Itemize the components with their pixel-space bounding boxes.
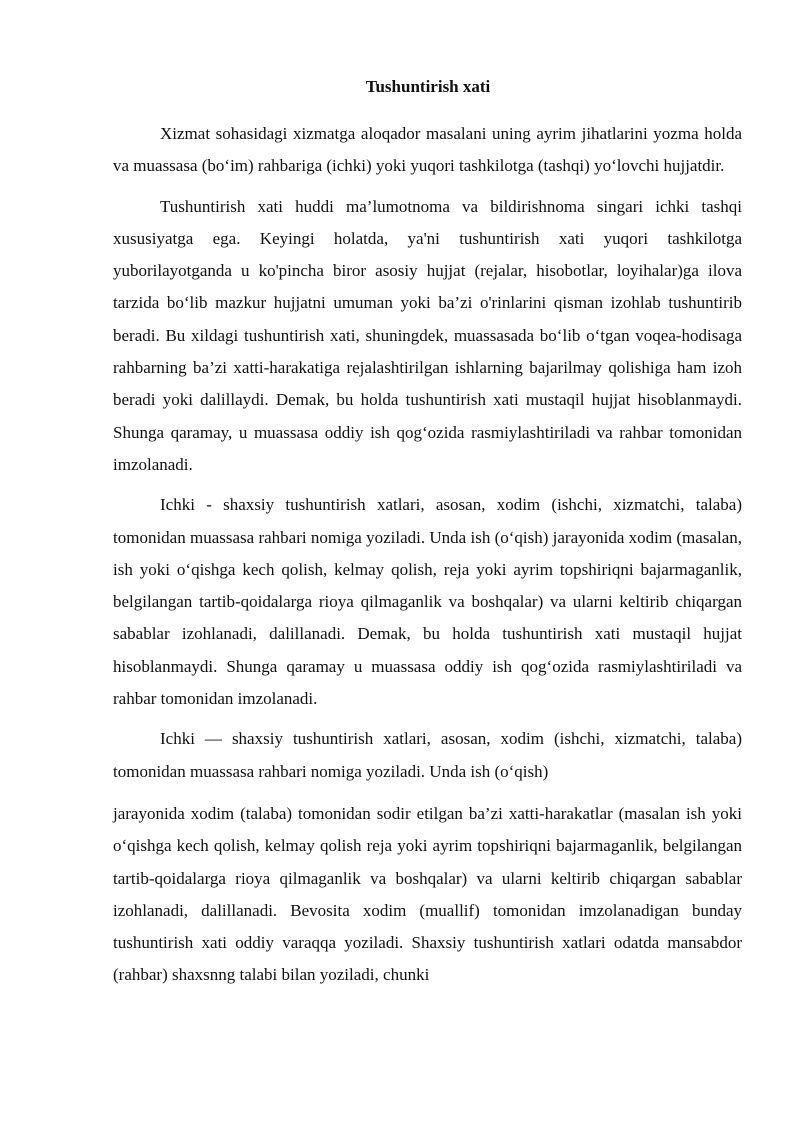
paragraph-definition: Xizmat sohasidagi xizmatga aloqador masalani uning ayrim jihatlarini yozma holda va muassasa (bo‘im) rahbariga (ichki) yoki yuqori tashkilotga (tashqi) yo‘lovchi hujjatdir. xyxy=(113,124,742,176)
paragraph-continuation: jarayonida xodim (talaba) tomonidan sodir etilgan ba’zi xatti-harakatlar (masalan ish yoki o‘qishga kech qolish, kelmay qolish reja yoki ayrim topshiriqni bajarmaganlik, belgilangan tartib-qoidalarga rioya qilmaganlik va boshqalar) va ularni keltirib chiqargan sabablar izohlanadi, dalillanadi. Bevosita xodim (muallif) tomonidan imzolanadigan bunday tushuntirish xati oddiy varaqqa yoziladi. Shaxsiy tushuntirish xatlari odatda mansabdor (rahbar) shaxsnng talabi bilan yoziladi, chunki xyxy=(113,803,742,985)
paragraph-features: Tushuntirish xati huddi ma’lumotnoma va bildirishnoma singari ichki tashqi xususiyatga ega. Keyingi holatda, ya'ni tushuntirish xati yuqori tashkilotga yuborilayotganda u ko'pincha biror asosiy hujjat (rejalar, hisobotlar, loyihalar)ga ilova tarzida bo‘lib mazkur hujjatni umuman yoki ba’zi o'rinlarini qisman izohlab tushuntirib beradi. Bu xildagi tushuntirish xati, shuningdek, muassasada bo‘lib o‘tgan voqea-hodisaga rahbarning ba’zi xatti-harakatiga rejalashtirilgan ishlarning bajarilmay qolishiga ham izoh beradi yoki dalillaydi. Demak, bu holda tushuntirish xati mustaqil hujjat hisoblanmaydi. Shunga qaramay, u muassasa oddiy ish qog‘ozida rasmiylashtiriladi va rahbar tomonidan imzolanadi. xyxy=(113,196,742,474)
document-body xyxy=(113,118,742,1000)
paragraph-internal-repeat: Ichki — shaxsiy tushuntirish xatlari, asosan, xodim (ishchi, xizmatchi, talaba) tomonidan muassasa rahbari nomiga yoziladi. Unda ish (o‘qish) xyxy=(113,729,742,781)
paragraph-internal-personal: Ichki - shaxsiy tushuntirish xatlari, asosan, xodim (ishchi, xizmatchi, talaba) tomonidan muassasa rahbari nomiga yoziladi. Unda ish (o‘qish) jarayonida xodim (masalan, ish yoki o‘qishga kech qolish, kelmay qolish, reja yoki ayrim topshiriqni bajarmaganlik, belgilangan tartib-qoidalarga rioya qilmaganlik va boshqalar) va ularni keltirib chiqargan sabablar izohlanadi, dalillanadi. Demak, bu holda tushuntirish xati mustaqil hujjat hisoblanmaydi. Shunga qaramay u muassasa oddiy ish qog‘ozida rasmiylashtiriladi va rahbar tomonidan imzolanadi. xyxy=(113,495,742,709)
document-title: Tushuntirish xati xyxy=(365,77,491,96)
